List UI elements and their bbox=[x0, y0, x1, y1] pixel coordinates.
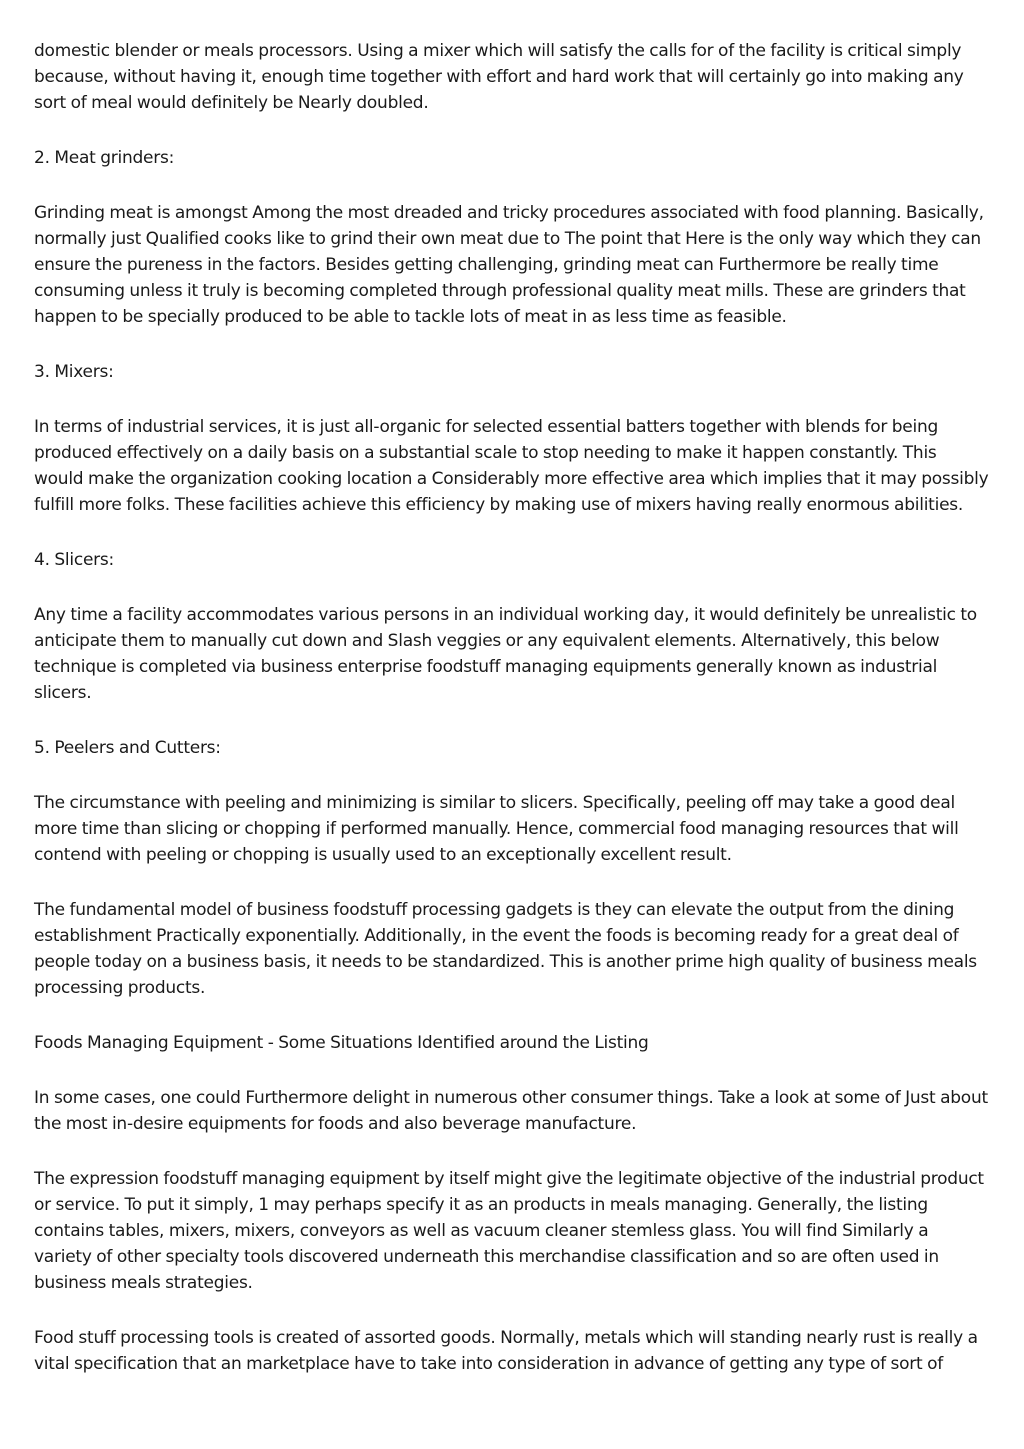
heading-peelers-cutters: 5. Peelers and Cutters: bbox=[34, 738, 221, 758]
paragraph-mixers: In terms of industrial services, it is just all-organic for selected essential batters together with blends for being produced effectively on a daily basis on a substantial scale to stop needing to make it happen constantly. This would make the organization cooking location a Considerably more effective area which implies that it may possibly fulfill more folks. These facilities achieve this efficiency by making use of mixers having really enormous abilities. bbox=[34, 417, 989, 515]
paragraph-processing-tools: Food stuff processing tools is created of assorted goods. Normally, metals which will standing nearly rust is really a vital specification that an marketplace have to take into consideration in advance of getting any type of sort of bbox=[34, 1328, 978, 1374]
paragraph-slicers: Any time a facility accommodates various persons in an individual working day, it would definitely be unrealistic to anticipate them to manually cut down and Slash veggies or any equivalent elements. Alternatively, this below technique is completed via business enterprise foodstuff managing equipments generally known as industrial slicers. bbox=[34, 605, 977, 703]
heading-slicers: 4. Slicers: bbox=[34, 550, 114, 570]
paragraph-blender-intro: domestic blender or meals processors. Using a mixer which will satisfy the calls for of the facility is critical simply because, without having it, enough time together with effort and hard work that will certainly go into making any sort of meal would definitely be Nearly doubled. bbox=[34, 41, 964, 113]
heading-mixers: 3. Mixers: bbox=[34, 362, 114, 382]
paragraph-meat-grinders: Grinding meat is amongst Among the most dreaded and tricky procedures associated with food planning. Basically, normally just Qualified cooks like to grind their own meat due to The point that Here is the only way which they can ensure the pureness in the factors. Besides getting challenging, grinding meat can Furthermore be really time consuming unless it truly is becoming completed through professional quality meat mills. These are grinders that happen to be specially produced to be able to tackle lots of meat in as less time as feasible. bbox=[34, 203, 984, 327]
paragraph-peelers-cutters: The circumstance with peeling and minimizing is similar to slicers. Specifically, peeling off may take a good deal more time than slicing or chopping if performed manually. Hence, commercial food managing resources that will contend with peeling or chopping is usually used to an exceptionally excellent result. bbox=[34, 793, 959, 865]
paragraph-consumer-things: In some cases, one could Furthermore delight in numerous other consumer things. Take a look at some of Just about the most in-desire equipments for foods and also beverage manufacture. bbox=[34, 1088, 988, 1134]
heading-meat-grinders: 2. Meat grinders: bbox=[34, 148, 175, 168]
paragraph-expression-definition: The expression foodstuff managing equipment by itself might give the legitimate objective of the industrial product or service. To put it simply, 1 may perhaps specify it as an products in meals managing. Generally, the listing contains tables, mixers, mixers, conveyors as well as vacuum cleaner stemless glass. You will find Similarly a variety of other specialty tools discovered underneath this merchandise classification and so are often used in business meals strategies. bbox=[34, 1169, 984, 1293]
heading-foods-managing-equipment: Foods Managing Equipment - Some Situations Identified around the Listing bbox=[34, 1033, 649, 1053]
paragraph-fundamental-model: The fundamental model of business foodstuff processing gadgets is they can elevate the output from the dining establishment Practically exponentially. Additionally, in the event the foods is becoming ready for a great deal of people today on a business basis, it needs to be standardized. This is another prime high quality of business meals processing products. bbox=[34, 900, 977, 998]
